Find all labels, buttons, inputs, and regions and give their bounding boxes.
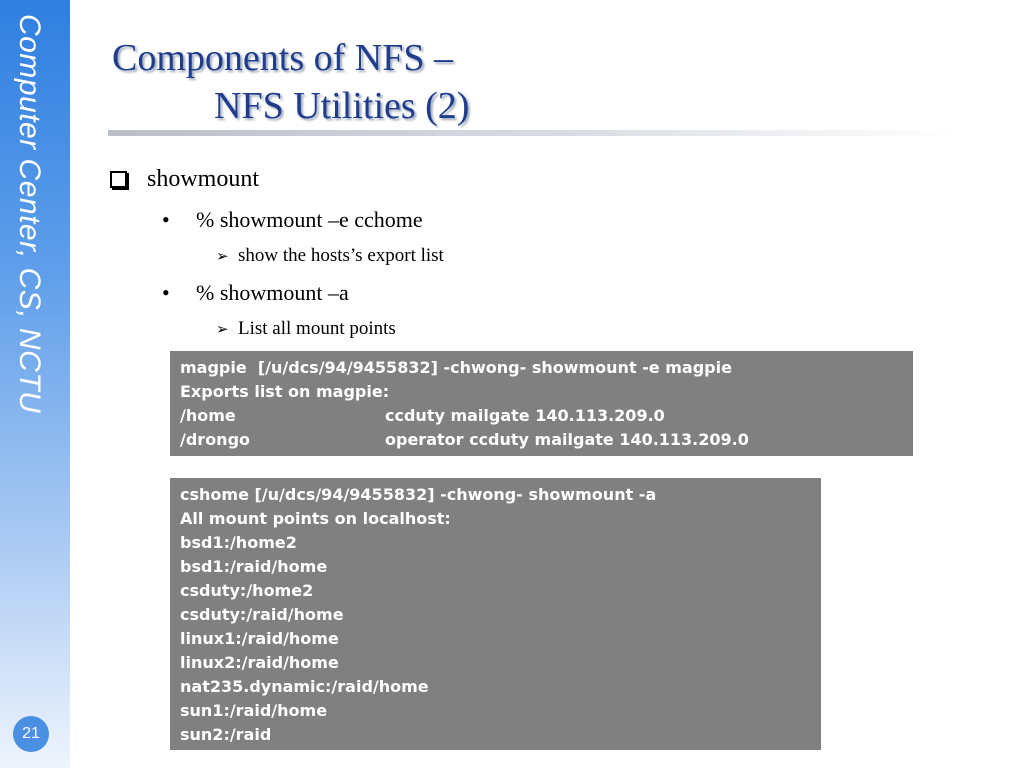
console-header: All mount points on localhost:	[180, 509, 451, 528]
mount-line: sun2:/raid	[180, 725, 272, 744]
console-output-exports	[170, 351, 913, 456]
export-row	[180, 428, 903, 452]
sidebar	[0, 0, 70, 768]
console-prompt: cshome [/u/dcs/94/9455832] -chwong- showmount -a	[180, 485, 657, 504]
export-path: /home	[180, 406, 236, 425]
command-all-text: % showmount –a	[196, 280, 349, 305]
bullet-command-all	[162, 280, 349, 306]
bullet-command-export	[162, 207, 423, 233]
slide-title-line2: NFS Utilities (2)	[214, 85, 470, 127]
page-number-badge: 21	[13, 716, 49, 752]
console-header: Exports list on magpie:	[180, 382, 390, 401]
subbullet-export-note	[216, 245, 444, 267]
bullet-dot-icon: •	[162, 207, 170, 232]
mount-line: bsd1:/home2	[180, 533, 297, 552]
sidebar-org-text: Computer Center, CS, NCTU	[13, 14, 46, 414]
slide-title	[112, 34, 469, 130]
checkbox-bullet-icon	[110, 171, 127, 188]
mount-line: linux2:/raid/home	[180, 653, 339, 672]
console-output-mounts	[170, 478, 821, 750]
export-hosts: operator ccduty mailgate 140.113.209.0	[385, 430, 749, 449]
export-path: /drongo	[180, 430, 251, 449]
export-row	[180, 404, 903, 428]
bullet-dot-icon: •	[162, 280, 170, 305]
subbullet-all-note	[216, 318, 396, 340]
mount-line: csduty:/home2	[180, 581, 314, 600]
mount-line: bsd1:/raid/home	[180, 557, 328, 576]
bullet-showmount	[110, 166, 259, 193]
all-note-text: List all mount points	[238, 318, 396, 339]
mount-line: sun1:/raid/home	[180, 701, 328, 720]
bullet-showmount-label: showmount	[147, 166, 260, 192]
slide-title-line1: Components of NFS –	[112, 37, 453, 79]
arrow-bullet-icon: ➢	[216, 322, 229, 338]
export-note-text: show the hosts’s export list	[238, 245, 444, 266]
mount-line: nat235.dynamic:/raid/home	[180, 677, 429, 696]
export-hosts: ccduty mailgate 140.113.209.0	[385, 406, 665, 425]
console-prompt: magpie [/u/dcs/94/9455832] -chwong- showmount -e magpie	[180, 358, 732, 377]
command-export-text: % showmount –e cchome	[196, 207, 423, 232]
title-divider	[108, 130, 958, 136]
mount-line: linux1:/raid/home	[180, 629, 339, 648]
mount-line: csduty:/raid/home	[180, 605, 344, 624]
arrow-bullet-icon: ➢	[216, 249, 229, 265]
